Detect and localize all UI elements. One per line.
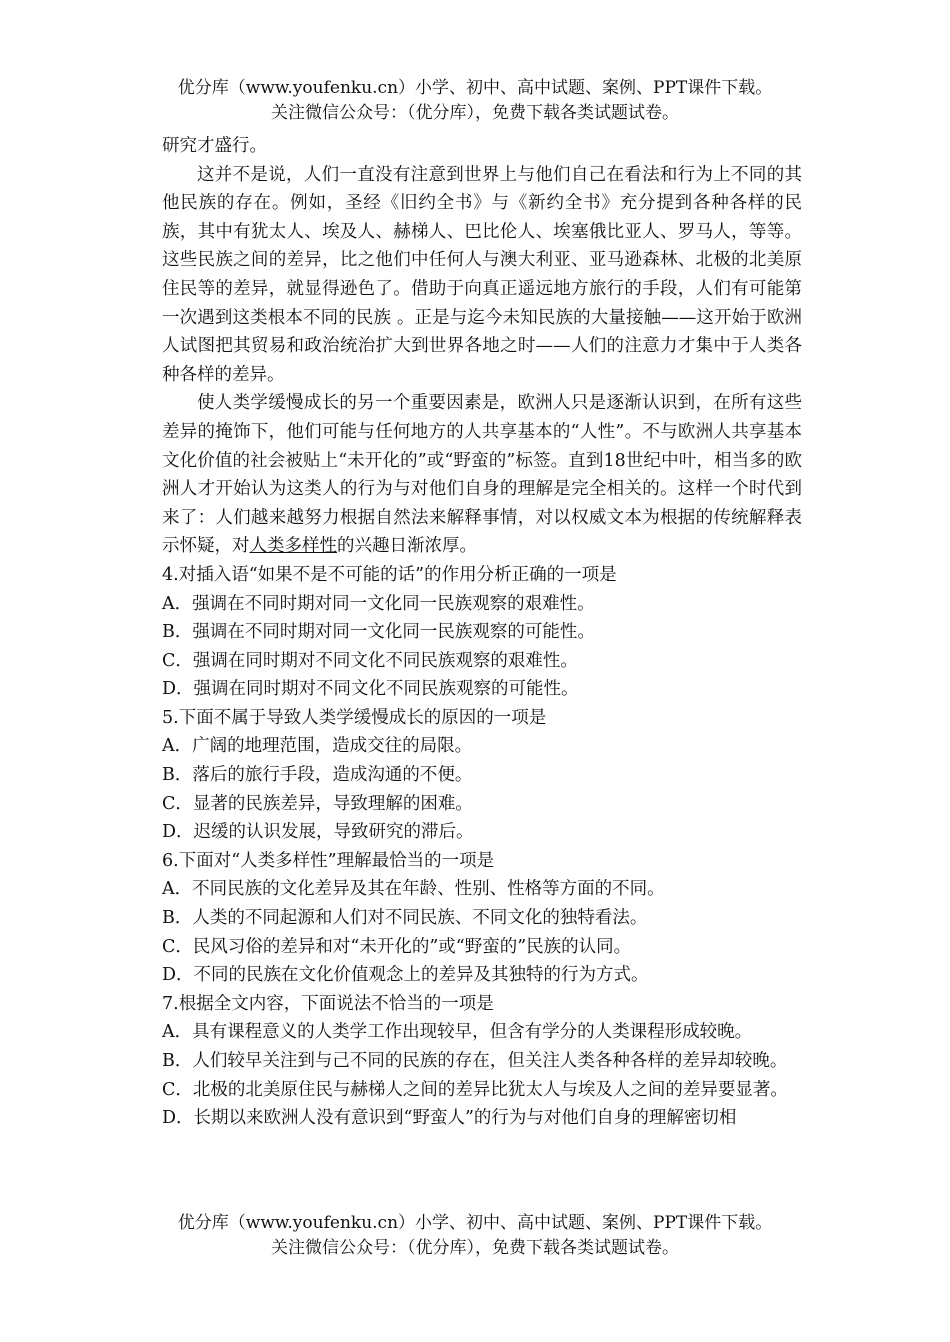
question-5-option-d: D．迟缓的认识发展，导致研究的滞后。 bbox=[162, 822, 474, 843]
question-5-stem: 5.下面不属于导致人类学缓慢成长的原因的一项是 bbox=[162, 707, 547, 728]
question-4-option-b: B．强调在不同时期对同一文化同一民族观察的可能性。 bbox=[162, 622, 595, 643]
question-7-option-a: A．具有课程意义的人类学工作出现较早，但含有学分的人类课程形成较晚。 bbox=[162, 1022, 753, 1043]
question-7-stem: 7.根据全文内容，下面说法不恰当的一项是 bbox=[162, 993, 494, 1014]
passage-paragraph-2 bbox=[162, 389, 802, 561]
question-5-option-a: A．广阔的地理范围，造成交往的局限。 bbox=[162, 736, 473, 757]
question-6-option-a: A．不同民族的文化差异及其在年龄、性别、性格等方面的不同。 bbox=[162, 879, 665, 900]
footer-line-2: 关注微信公众号：（优分库），免费下载各类试题试卷。 bbox=[271, 1238, 679, 1258]
question-7-option-b: B．人们较早关注到与己不同的民族的存在，但关注人类各种各样的差异却较晚。 bbox=[162, 1051, 788, 1071]
question-4-stem: 4.对插入语“如果不是不可能的话”的作用分析正确的一项是 bbox=[162, 564, 617, 585]
paragraph-2-text: 使人类学缓慢成长的另一个重要因素是，欧洲人只是逐渐认识到，在所有这些差异的掩饰下，他们可能与任何地方的人共享基本的“人性”。不与欧洲人共享基本文化价值的社会被贴上“未开化的”或“野蛮的”标签。直到18世纪中叶，相当多的欧洲人才开始认为这类人的行为与对他们自身的理解是完全相关的。这样一个时代到来了：人们越来越努力根据自然法来解释事情，对以权威文本为根据的传统解释表示怀疑，对 bbox=[162, 393, 802, 557]
header-line-2: 关注微信公众号：（优分库），免费下载各类试题试卷。 bbox=[271, 103, 679, 123]
question-5-option-c: C．显著的民族差异，导致理解的困难。 bbox=[162, 793, 473, 814]
question-5-option-b: B．落后的旅行手段，造成沟通的不便。 bbox=[162, 765, 473, 786]
question-6-option-b: B．人类的不同起源和人们对不同民族、不同文化的独特看法。 bbox=[162, 908, 648, 929]
footer-line-1: 优分库（www.youfenku.cn）小学、初中、高中试题、案例、PPT课件下载。 bbox=[177, 1213, 773, 1233]
passage-paragraph-0: 研究才盛行。 bbox=[162, 136, 267, 156]
question-4-option-a: A．强调在不同时期对同一文化同一民族观察的艰难性。 bbox=[162, 593, 595, 614]
question-7-option-c: C．北极的北美原住民与赫梯人之间的差异比犹太人与埃及人之间的差异要显著。 bbox=[162, 1079, 788, 1100]
header-line-1: 优分库（www.youfenku.cn）小学、初中、高中试题、案例、PPT课件下载。 bbox=[177, 78, 773, 98]
question-4-option-c: C．强调在同时期对不同文化不同民族观察的艰难性。 bbox=[162, 650, 578, 671]
question-6-option-d: D．不同的民族在文化价值观念上的差异及其独特的行为方式。 bbox=[162, 965, 649, 986]
page-header bbox=[0, 76, 950, 126]
paragraph-2-ending: 的兴趣日渐浓厚。 bbox=[337, 536, 477, 557]
question-6-option-c: C．民风习俗的差异和对“未开化的”或“野蛮的”民族的认同。 bbox=[162, 936, 632, 957]
question-7-option-d: D．长期以来欧洲人没有意识到“野蛮人”的行为与对他们自身的理解密切相 bbox=[162, 1108, 737, 1129]
passage-paragraph-1: 这并不是说，人们一直没有注意到世界上与他们自己在看法和行为上不同的其他民族的存在。例如，圣经《旧约全书》与《新约全书》充分提到各种各样的民族，其中有犹太人、埃及人、赫梯人、巴比伦人、埃塞俄比亚人、罗马人，等等。这些民族之间的差异，比之他们中任何人与澳大利亚、亚马逊森林、北极的北美原住民等的差异，就显得逊色了。借助于向真正遥远地方旅行的手段，人们有可能第一次遇到这类根本不同的民族 。正是与迄今未知民族的大量接触——这开始于欧洲人试图把其贸易和政治统治扩大到世界各地之时——人们的注意力才集中于人类各种各样的差异。 bbox=[162, 164, 802, 385]
question-6-stem: 6.下面对“人类多样性”理解最恰当的一项是 bbox=[162, 850, 495, 871]
question-4-option-d: D．强调在同时期对不同文化不同民族观察的可能性。 bbox=[162, 679, 579, 700]
page-footer bbox=[0, 1211, 950, 1261]
underlined-term: 人类多样性 bbox=[249, 536, 337, 557]
document-body bbox=[162, 132, 802, 1133]
